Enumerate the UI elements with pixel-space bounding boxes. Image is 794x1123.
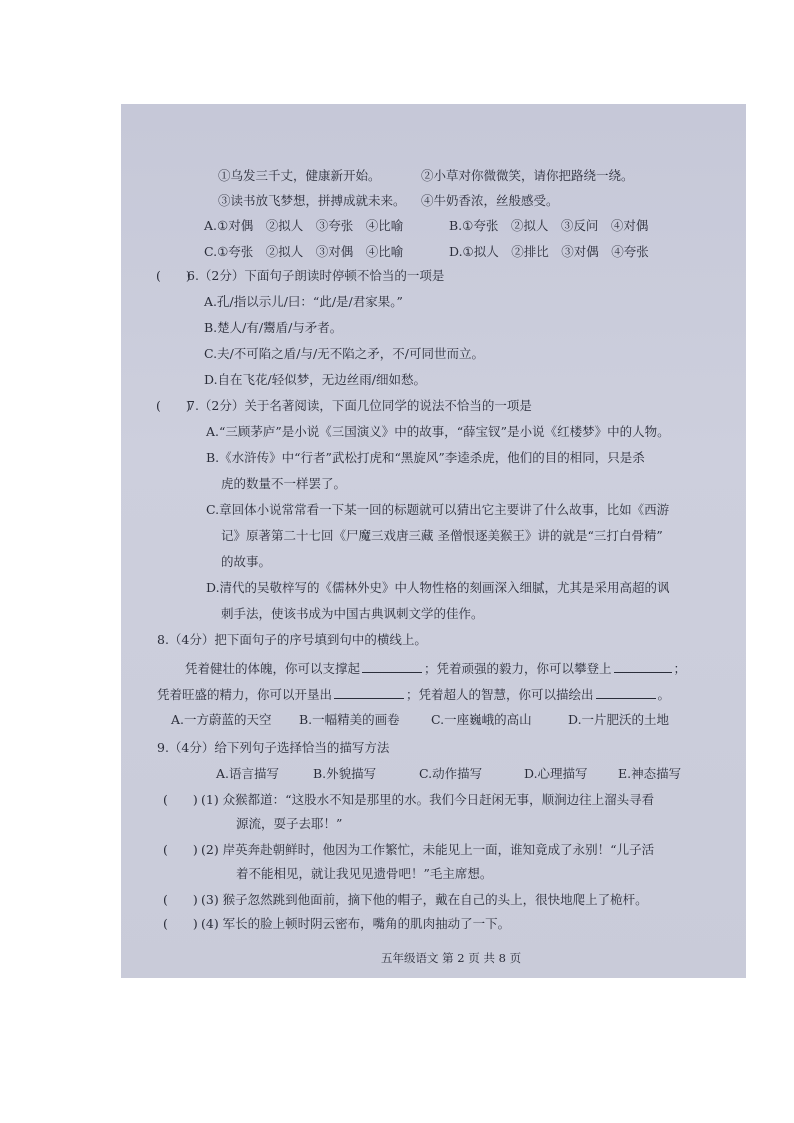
q9-item4: (4) 军长的脸上顿时阴云密布，嘴角的肌肉抽动了一下。 <box>201 916 511 931</box>
q8-option-b: B.一幅精美的画卷 <box>299 712 400 727</box>
q7-option-d-line1: D.清代的吴敬梓写的《儒林外史》中人物性格的刻画深入细腻，尤其是采用高超的讽 <box>206 580 670 595</box>
q6-option-c: C.夫/不可陷之盾/与/无不陷之矛，不/可同世而立。 <box>204 346 484 361</box>
q8-clause-3: 凭着旺盛的精力，你可以开垦出 <box>157 687 333 702</box>
page-footer: 五年级语文 第 2 页 共 8 页 <box>381 951 522 965</box>
q7-stem: 7.（2分）关于名著阅读，下面几位同学的说法不恰当的一项是 <box>187 398 532 413</box>
q5-sentence-4: ④牛奶香浓，丝般感受。 <box>421 193 559 208</box>
q8-stem: 8.（4分）把下面句子的序号填到句中的横线上。 <box>157 632 427 647</box>
q9-stem: 9.（4分）给下列句子选择恰当的描写方法 <box>157 740 390 755</box>
q9-option-b: B.外貌描写 <box>313 766 377 781</box>
q6-answer-paren: ( ) <box>156 268 191 283</box>
q8-option-a: A.一方蔚蓝的天空 <box>171 712 272 727</box>
q8-clause-2-end: ； <box>673 661 687 676</box>
q8-sentence-line1 <box>185 660 686 677</box>
q8-blank-2[interactable] <box>614 660 672 673</box>
q7-answer-paren: ( ) <box>156 398 191 413</box>
q6-option-b: B.楚人/有/鬻盾/与矛者。 <box>204 320 343 335</box>
q9-item1-line1: (1) 众猴都道：“这股水不知是那里的水。我们今日赶闲无事，顺涧边往上溜头寻看 <box>201 792 655 807</box>
q8-option-c: C.一座巍峨的高山 <box>431 712 532 727</box>
q9-option-e: E.神态描写 <box>618 766 682 781</box>
q5-sentence-2: ②小草对你微微笑，请你把路绕一绕。 <box>421 168 634 183</box>
q5-sentence-3: ③读书放飞梦想，拼搏成就未来。 <box>218 193 406 208</box>
q6-option-a: A.孔/指以示儿/曰：“此/是/君家果。” <box>204 294 403 309</box>
q5-option-d: D.①拟人 ②排比 ③对偶 ④夸张 <box>449 244 649 259</box>
q6-option-d: D.自在飞花/轻似梦，无边丝雨/细如愁。 <box>204 372 426 387</box>
q9-item2-paren: ( ) <box>163 842 198 857</box>
q8-blank-4[interactable] <box>596 686 656 699</box>
exam-page-photo <box>121 104 746 978</box>
q8-clause-4-end: 。 <box>657 687 671 702</box>
q9-item1-line2: 源流，耍子去耶！” <box>236 816 343 831</box>
q9-item3-paren: ( ) <box>163 892 198 907</box>
q7-option-c-line2: 记》原著第二十七回《尸魔三戏唐三藏 圣僧恨逐美猴王》讲的就是“三打白骨精” <box>221 528 663 543</box>
q7-option-b-line2: 虎的数量不一样罢了。 <box>221 476 347 491</box>
q8-blank-3[interactable] <box>334 686 404 699</box>
q8-clause-1: 凭着健壮的体魄，你可以支撑起 <box>185 661 361 676</box>
q5-option-c: C.①夸张 ②拟人 ③对偶 ④比喻 <box>204 244 404 259</box>
q9-item3: (3) 猴子忽然跳到他面前，摘下他的帽子，戴在自己的头上，很快地爬上了桅杆。 <box>201 892 648 907</box>
q7-option-d-line2: 刺手法，使该书成为中国古典讽刺文学的佳作。 <box>221 606 484 621</box>
q9-item1-paren: ( ) <box>163 792 198 807</box>
q7-option-c-line1: C.章回体小说常常看一下某一回的标题就可以猜出它主要讲了什么故事，比如《西游 <box>206 502 670 517</box>
q5-sentence-1: ①乌发三千丈，健康新开始。 <box>218 168 381 183</box>
q8-blank-1[interactable] <box>362 660 422 673</box>
q7-option-a: A.“三顾茅庐”是小说《三国演义》中的故事，“薛宝钗”是小说《红楼梦》中的人物。 <box>206 424 670 439</box>
q9-item2-line2: 着不能相见，就让我见见遗骨吧！”毛主席想。 <box>236 866 493 881</box>
q9-option-a: A.语言描写 <box>216 766 280 781</box>
q5-option-b: B.①夸张 ②拟人 ③反问 ④对偶 <box>449 218 649 233</box>
q6-stem: 6.（2分）下面句子朗读时停顿不恰当的一项是 <box>187 268 445 283</box>
q8-clause-2: ；凭着顽强的毅力，你可以攀登上 <box>424 661 612 676</box>
q9-item2-line1: (2) 岸英奔赴朝鲜时，他因为工作繁忙，未能见上一面，谁知竟成了永别！“儿子活 <box>201 842 655 857</box>
q7-option-b-line1: B.《水浒传》中“行者”武松打虎和“黑旋风”李逵杀虎，他们的目的相同，只是杀 <box>206 450 645 465</box>
q9-option-c: C.动作描写 <box>419 766 483 781</box>
q9-option-d: D.心理描写 <box>524 766 588 781</box>
q8-clause-4: ；凭着超人的智慧，你可以描绘出 <box>406 687 594 702</box>
q5-option-a: A.①对偶 ②拟人 ③夸张 ④比喻 <box>204 218 404 233</box>
q7-option-c-line3: 的故事。 <box>221 554 272 569</box>
q9-item4-paren: ( ) <box>163 916 198 931</box>
q8-option-d: D.一片肥沃的土地 <box>568 712 670 727</box>
q8-sentence-line2 <box>157 686 670 703</box>
